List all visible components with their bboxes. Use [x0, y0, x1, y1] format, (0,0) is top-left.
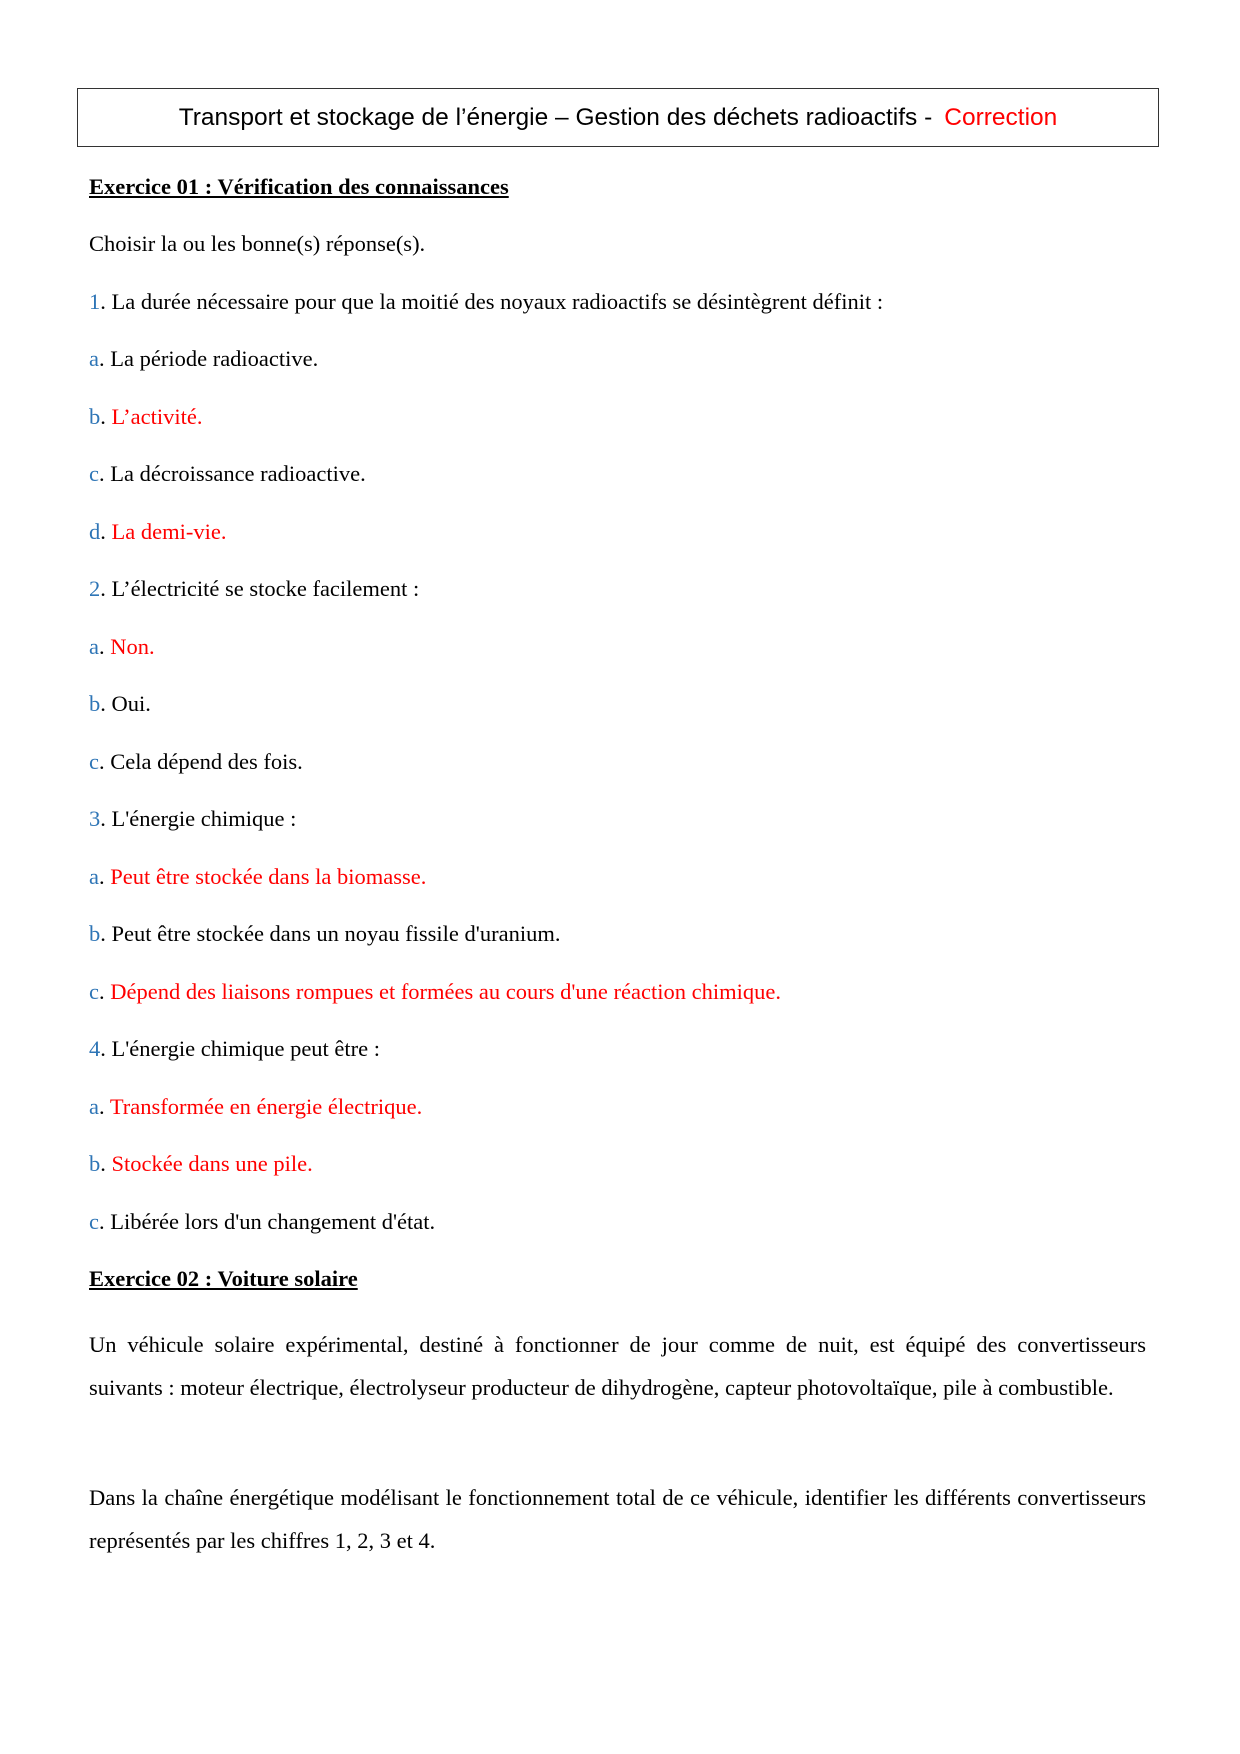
option-1c: c. La décroissance radioactive. [89, 461, 366, 486]
question-number: 2 [89, 576, 101, 601]
correct-option-text: L’activité. [111, 404, 203, 429]
option-letter: c [89, 749, 99, 774]
option-4c: c. Libérée lors d'un changement d'état. [89, 1209, 436, 1234]
option-text: La décroissance radioactive. [110, 461, 366, 486]
option-letter: b [89, 404, 101, 429]
question-1: 1. La durée nécessaire pour que la moitié des noyaux radioactifs se désintègrent définit : [89, 289, 884, 314]
correct-option-text: Non. [110, 634, 155, 659]
option-text: La période radioactive. [110, 346, 319, 371]
title-box [77, 88, 1159, 147]
option-letter: a [89, 1094, 99, 1119]
option-3a: a. Peut être stockée dans la biomasse. [89, 864, 427, 889]
option-letter: b [89, 1151, 101, 1176]
correct-option-text: Stockée dans une pile. [111, 1151, 313, 1176]
option-text: Oui. [111, 691, 151, 716]
question-text: L'énergie chimique : [111, 806, 297, 831]
option-1b: b. L’activité. [89, 404, 203, 429]
exercise1-instruction: Choisir la ou les bonne(s) réponse(s). [89, 231, 426, 256]
option-letter: b [89, 691, 101, 716]
question-number: 3 [89, 806, 101, 831]
question-text: L’électricité se stocke facilement : [111, 576, 420, 601]
option-text: Cela dépend des fois. [110, 749, 303, 774]
option-2a: a. Non. [89, 634, 155, 659]
exercise2-heading: Exercice 02 : Voiture solaire [89, 1266, 358, 1291]
option-letter: a [89, 346, 99, 371]
correct-option-text: La demi-vie. [111, 519, 227, 544]
question-4: 4. L'énergie chimique peut être : [89, 1036, 381, 1061]
option-2b: b. Oui. [89, 691, 151, 716]
option-1d: d. La demi-vie. [89, 519, 227, 544]
document-title: Transport et stockage de l’énergie – Gestion des déchets radioactifs - [178, 103, 933, 131]
option-letter: a [89, 864, 99, 889]
question-number: 4 [89, 1036, 101, 1061]
option-letter: c [89, 979, 99, 1004]
correction-tag: Correction [944, 103, 1058, 131]
option-4a: a. Transformée en énergie électrique. [89, 1094, 423, 1119]
option-letter: c [89, 461, 99, 486]
option-3b: b. Peut être stockée dans un noyau fissile d'uranium. [89, 921, 561, 946]
question-2: 2. L’électricité se stocke facilement : [89, 576, 420, 601]
question-3: 3. L'énergie chimique : [89, 806, 297, 831]
option-letter: c [89, 1209, 99, 1234]
option-text: Libérée lors d'un changement d'état. [110, 1209, 436, 1234]
exercise2-paragraph-1: Un véhicule solaire expérimental, destiné à fonctionner de jour comme de nuit, est équipé des convertisseurs suivants : moteur électrique, électrolyseur producteur de dihydrogène, capteur photovoltaïque, pile à combustible. [89, 1332, 1146, 1400]
correct-option-text: Transformée en énergie électrique. [109, 1094, 423, 1119]
option-2c: c. Cela dépend des fois. [89, 749, 303, 774]
exercise2-paragraph-2: Dans la chaîne énergétique modélisant le fonctionnement total de ce véhicule, identifier les différents convertisseurs représentés par les chiffres 1, 2, 3 et 4. [89, 1485, 1146, 1553]
question-number: 1 [89, 289, 101, 314]
option-4b: b. Stockée dans une pile. [89, 1151, 313, 1176]
correct-option-text: Dépend des liaisons rompues et formées au cours d'une réaction chimique. [110, 979, 781, 1004]
option-text: Peut être stockée dans un noyau fissile d'uranium. [111, 921, 561, 946]
exercise1-heading: Exercice 01 : Vérification des connaissances [89, 174, 509, 199]
option-letter: b [89, 921, 101, 946]
correct-option-text: Peut être stockée dans la biomasse. [110, 864, 427, 889]
option-letter: d [89, 519, 101, 544]
option-letter: a [89, 634, 99, 659]
option-1a: a. La période radioactive. [89, 346, 319, 371]
option-3c: c. Dépend des liaisons rompues et formées au cours d'une réaction chimique. [89, 979, 781, 1004]
question-text: L'énergie chimique peut être : [111, 1036, 381, 1061]
question-text: La durée nécessaire pour que la moitié des noyaux radioactifs se désintègrent définit : [111, 289, 884, 314]
